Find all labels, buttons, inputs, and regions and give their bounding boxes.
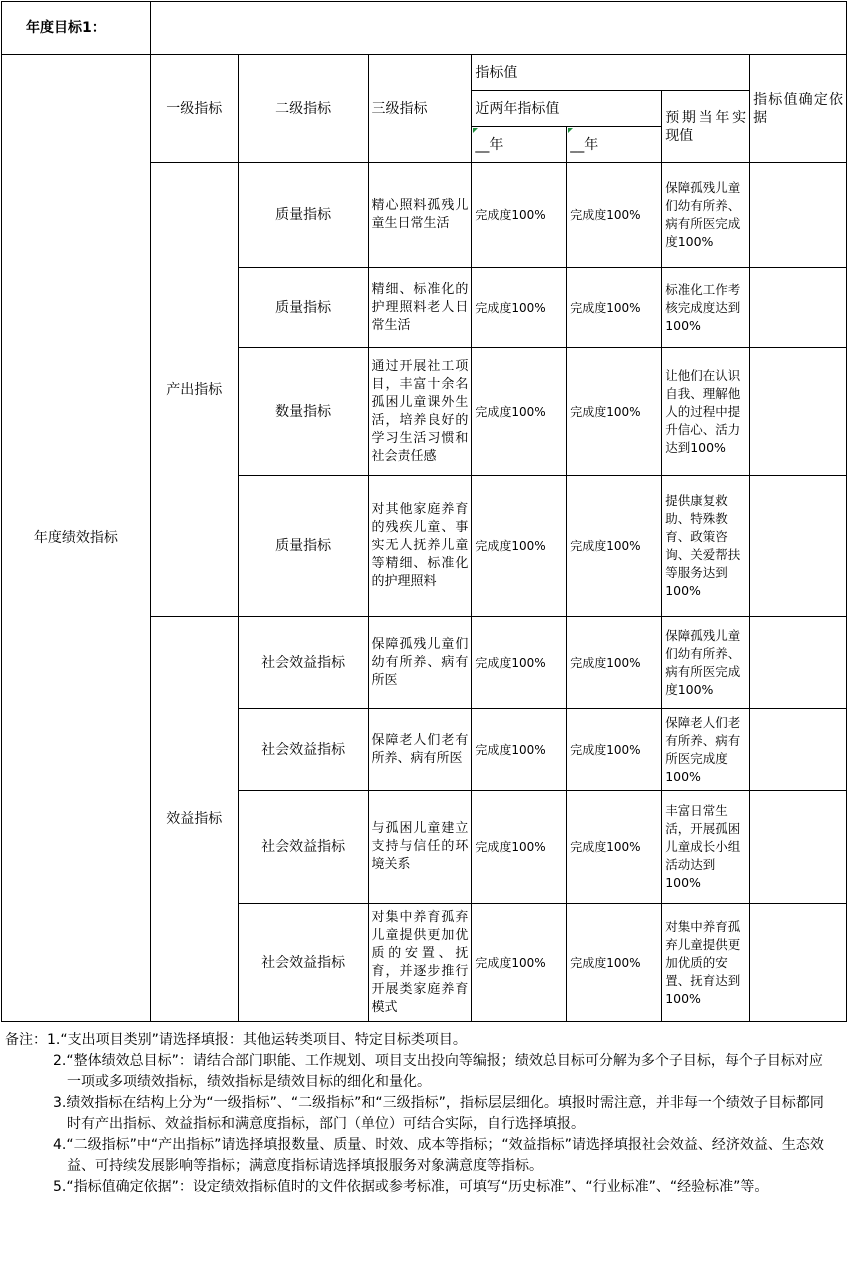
expected-value: 让他们在认识自我、理解他人的过程中提升信心、活力达到100% <box>662 348 750 476</box>
expected-value: 丰富日常生活，开展孤困儿童成长小组活动达到100% <box>662 791 750 904</box>
col-header-year1: __年 <box>475 136 504 153</box>
comment-marker-icon <box>568 128 573 133</box>
note-item: 3.绩效指标在结构上分为“一级指标”、“二级指标”和“三级指标”，指标层层细化。填报时需注意，并非每一个绩效子目标都同时有产出指标、效益指标和满意度指标，部门（单位）可结合实际，自行选择填报。 <box>53 1095 824 1132</box>
year1-value: 完成度100% <box>472 709 567 791</box>
year1-value: 完成度100% <box>472 476 567 617</box>
level2-cell: 数量指标 <box>238 348 368 476</box>
level2-cell: 质量指标 <box>238 476 368 617</box>
col-header-basis: 指标值确定依据 <box>750 55 847 163</box>
level3-cell: 对其他家庭养育的残疾儿童、事实无人抚养儿童等精细、标准化的护理照料 <box>368 476 472 617</box>
expected-value: 保障老人们老有所养、病有所医完成度100% <box>662 709 750 791</box>
col-header-level3: 三级指标 <box>368 55 472 163</box>
level3-cell: 通过开展社工项目，丰富十余名孤困儿童课外生活，培养良好的学习生活习惯和社会责任感 <box>368 348 472 476</box>
year2-value: 完成度100% <box>567 709 662 791</box>
level2-cell: 社会效益指标 <box>238 709 368 791</box>
col-header-recent-values: 近两年指标值 <box>472 91 662 127</box>
basis-value <box>750 904 847 1022</box>
annual-goal-value[interactable] <box>150 2 846 55</box>
basis-value <box>750 163 847 268</box>
level3-cell: 与孤困儿童建立支持与信任的环境关系 <box>368 791 472 904</box>
year1-value: 完成度100% <box>472 617 567 709</box>
year1-value: 完成度100% <box>472 348 567 476</box>
year2-value: 完成度100% <box>567 163 662 268</box>
year2-value: 完成度100% <box>567 348 662 476</box>
year2-value: 完成度100% <box>567 617 662 709</box>
year1-value: 完成度100% <box>472 904 567 1022</box>
basis-value <box>750 791 847 904</box>
basis-value <box>750 476 847 617</box>
year2-value: 完成度100% <box>567 476 662 617</box>
expected-value: 标准化工作考核完成度达到100% <box>662 268 750 348</box>
level3-cell: 保障孤残儿童们幼有所养、病有所医 <box>368 617 472 709</box>
col-header-year1-cell[interactable] <box>472 127 567 163</box>
expected-value: 保障孤残儿童们幼有所养、病有所医完成度100% <box>662 617 750 709</box>
year1-value: 完成度100% <box>472 791 567 904</box>
level3-cell: 精细、标准化的护理照料老人日常生活 <box>368 268 472 348</box>
year2-value: 完成度100% <box>567 268 662 348</box>
basis-value <box>750 617 847 709</box>
notes-prefix: 备注： <box>5 1032 47 1048</box>
level2-cell: 社会效益指标 <box>238 791 368 904</box>
level3-cell: 保障老人们老有所养、病有所医 <box>368 709 472 791</box>
year2-value: 完成度100% <box>567 791 662 904</box>
expected-value: 对集中养育孤弃儿童提供更加优质的安置、抚育达到100% <box>662 904 750 1022</box>
note-item: 2.“整体绩效总目标”：请结合部门职能、工作规划、项目支出投向等编报；绩效总目标可分解为多个子目标，每个子目标对应一项或多项绩效指标，绩效指标是绩效目标的细化和量化。 <box>53 1053 823 1090</box>
expected-value: 提供康复救助、特殊教育、政策咨询、关爱帮扶等服务达到100% <box>662 476 750 617</box>
note-item <box>0 1030 847 1051</box>
note-item: 4.“二级指标”中“产出指标”请选择填报数量、质量、时效、成本等指标；“效益指标”请选择填报社会效益、经济效益、生态效益、可持续发展影响等指标；满意度指标请选择填报服务对象满意度等指标。 <box>53 1137 824 1174</box>
level1-output: 产出指标 <box>150 163 238 617</box>
basis-value <box>750 268 847 348</box>
notes-section <box>0 1030 847 1198</box>
year2-value: 完成度100% <box>567 904 662 1022</box>
col-header-level1: 一级指标 <box>150 55 238 163</box>
level2-cell: 社会效益指标 <box>238 617 368 709</box>
basis-value <box>750 709 847 791</box>
level2-cell: 社会效益指标 <box>238 904 368 1022</box>
basis-value <box>750 348 847 476</box>
row-header-annual-indicators: 年度绩效指标 <box>2 55 151 1022</box>
col-header-indicator-value: 指标值 <box>472 55 750 91</box>
level3-cell: 精心照料孤残儿童生日常生活 <box>368 163 472 268</box>
col-header-year2: __年 <box>570 136 599 153</box>
note-text: 1.“支出项目类别”请选择填报：其他运转类项目、特定目标类项目。 <box>47 1032 467 1048</box>
note-item: 5.“指标值确定依据”：设定绩效指标值时的文件依据或参考标准，可填写“历史标准”、“行业标准”、“经验标准”等。 <box>53 1179 769 1195</box>
level3-cell: 对集中养育孤弃儿童提供更加优质的安置、抚育，并逐步推行开展类家庭养育模式 <box>368 904 472 1022</box>
level2-cell: 质量指标 <box>238 268 368 348</box>
year1-value: 完成度100% <box>472 268 567 348</box>
year1-value: 完成度100% <box>472 163 567 268</box>
performance-table <box>1 1 847 1022</box>
col-header-year2-cell[interactable] <box>567 127 662 163</box>
col-header-level2: 二级指标 <box>238 55 368 163</box>
comment-marker-icon <box>473 128 478 133</box>
expected-value: 保障孤残儿童们幼有所养、病有所医完成度100% <box>662 163 750 268</box>
annual-goal-label: 年度目标1： <box>2 2 151 55</box>
level1-benefit: 效益指标 <box>150 617 238 1022</box>
level2-cell: 质量指标 <box>238 163 368 268</box>
col-header-expected: 预期当年实现值 <box>662 91 750 163</box>
